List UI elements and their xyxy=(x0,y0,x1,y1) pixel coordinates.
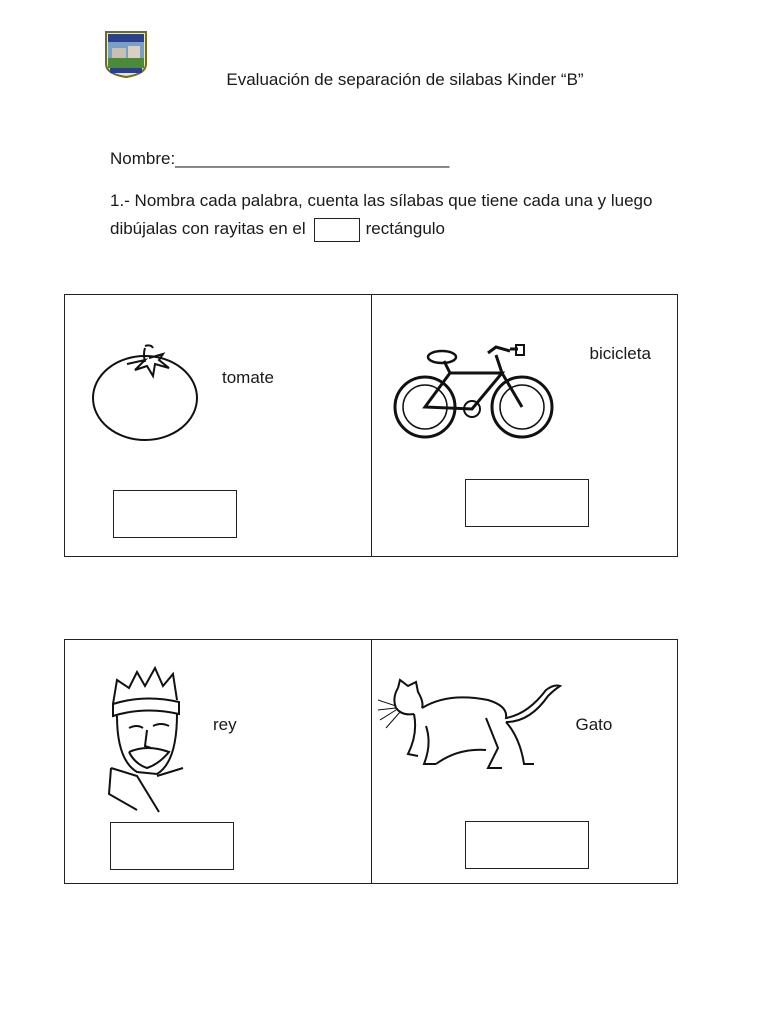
exercise-grid-top xyxy=(64,294,678,557)
king-icon xyxy=(107,664,191,819)
name-field-label: Nombre:_____________________________ xyxy=(110,149,450,168)
word-label: tomate xyxy=(222,368,274,387)
bicycle-icon xyxy=(392,343,556,448)
example-rectangle xyxy=(314,218,360,242)
instructions-text: 1.- Nombra cada palabra, cuenta las sílabas que tiene cada una y luego dibújalas con rayitas en el xyxy=(110,191,653,238)
word-label: rey xyxy=(213,715,237,734)
cell-tomate xyxy=(65,295,371,556)
instructions xyxy=(110,187,690,243)
answer-rectangle[interactable] xyxy=(113,490,237,538)
answer-rectangle[interactable] xyxy=(465,479,589,527)
cell-gato xyxy=(371,640,678,883)
page-title: Evaluación de separación de silabas Kinder “B” xyxy=(226,70,584,89)
tomato-icon xyxy=(87,340,207,450)
word-label: Gato xyxy=(575,715,613,734)
answer-rectangle[interactable] xyxy=(465,821,589,869)
instructions-text-end: rectángulo xyxy=(365,219,446,238)
exercise-grid-bottom xyxy=(64,639,678,884)
answer-rectangle[interactable] xyxy=(110,822,234,870)
word-label: bicicleta xyxy=(589,344,651,363)
cat-icon xyxy=(378,678,568,783)
cell-bicicleta xyxy=(371,295,678,556)
cell-rey xyxy=(65,640,371,883)
